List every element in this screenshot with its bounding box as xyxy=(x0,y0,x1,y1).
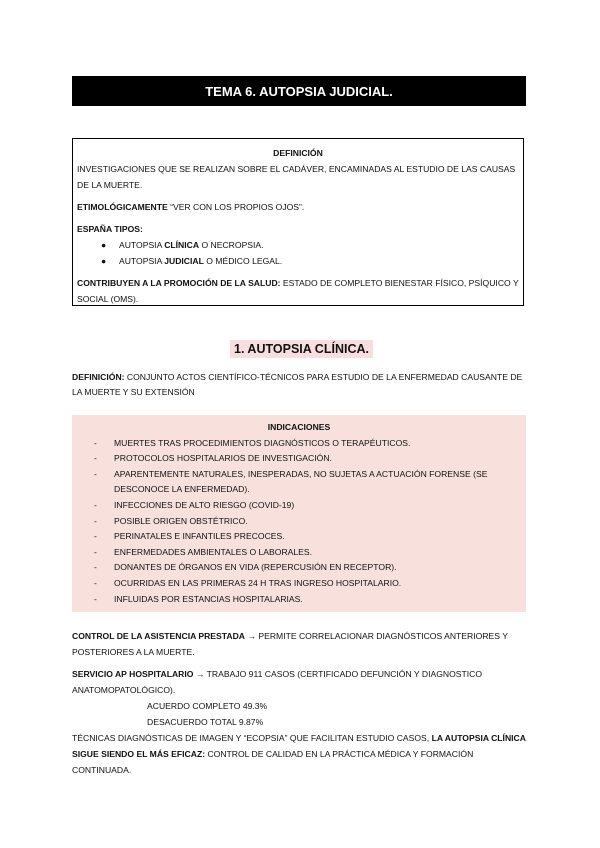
bullet-icon: ● xyxy=(101,256,107,266)
page-title: TEMA 6. AUTOPSIA JUDICIAL. xyxy=(72,76,526,106)
tipos-label: ESPAÑA TIPOS: xyxy=(77,224,143,234)
clinica-def-label: DEFINICIÓN: xyxy=(72,372,125,382)
indicacion-text: POSIBLE ORIGEN OBSTÉTRICO. xyxy=(114,515,248,526)
indicacion-text: INFLUIDAS POR ESTANCIAS HOSPITALARIAS. xyxy=(114,593,303,604)
indicacion-text: APARENTEMENTE NATURALES, INESPERADAS, NO SUJETAS A ACTUACIÓN FORENSE (SE DESCONOCE LA ENFERMEDAD). xyxy=(114,468,488,495)
section-heading: 1. AUTOPSIA CLÍNICA. xyxy=(230,340,373,358)
clinica-def-text: CONJUNTO ACTOS CIENTÍFICO-TÉCNICOS PARA ESTUDIO DE LA ENFERMEDAD CAUSANTE DE LA MUERTE Y SU EXTENSIÓN xyxy=(72,372,523,397)
dash-icon: - xyxy=(94,468,97,479)
servicio-text: → TRABAJO 911 CASOS (CERTIFICADO DEFUNCIÓN Y DIAGNOSTICO ANATOMOPATOLÓGICO). xyxy=(72,669,483,695)
servicio-paragraph xyxy=(72,666,528,698)
indicacion-text: ENFERMEDADES AMBIENTALES O LABORALES. xyxy=(114,546,313,557)
clinica-definition xyxy=(72,370,524,400)
indicacion-item xyxy=(72,592,526,608)
definition-heading: DEFINICIÓN xyxy=(273,148,323,158)
promocion-text: ESTADO DE COMPLETO BIENESTAR FÍSICO, PSÍQUICO Y SOCIAL (OMS). xyxy=(77,278,519,304)
tecnicas-text: TÉCNICAS DIAGNÓSTICAS DE IMAGEN Y “ECOPSIA” QUE FACILITAN ESTUDIO CASOS, xyxy=(72,733,432,743)
acuerdo-line: ACUERDO COMPLETO 49.3% xyxy=(147,701,268,711)
tipo-post: O MÉDICO LEGAL. xyxy=(203,256,283,266)
bullet-icon: ● xyxy=(101,240,107,250)
indicacion-item xyxy=(72,545,526,561)
indicacion-text: PERINATALES E INFANTILES PRECOCES. xyxy=(114,531,285,542)
indicacion-item xyxy=(72,560,526,576)
tipo-bold: JUDICIAL xyxy=(164,256,204,266)
tecnicas-paragraph xyxy=(72,730,528,778)
indicacion-item xyxy=(72,436,526,452)
promocion xyxy=(77,275,519,307)
dash-icon: - xyxy=(94,499,97,510)
lower-text xyxy=(72,628,528,778)
tecnicas-bold: LA AUTOPSIA CLÍNICA SIGUE SIENDO EL MÁS EFICAZ: xyxy=(72,733,526,759)
dash-icon: - xyxy=(94,453,97,464)
tipo-item xyxy=(77,237,519,253)
promocion-label: CONTRIBUYEN A LA PROMOCIÓN DE LA SALUD: xyxy=(77,278,281,288)
tipo-bold: CLÍNICA xyxy=(164,240,200,250)
indicacion-item xyxy=(72,498,526,514)
tipo-pre: AUTOPSIA xyxy=(119,240,165,250)
indicaciones-list xyxy=(72,436,526,608)
definition-box xyxy=(72,138,524,306)
indicacion-text: PROTOCOLOS HOSPITALARIOS DE INVESTIGACIÓN. xyxy=(114,453,332,464)
indicacion-item xyxy=(72,451,526,467)
indicacion-text: OCURRIDAS EN LAS PRIMERAS 24 H TRAS INGRESO HOSPITALARIO. xyxy=(114,577,402,588)
indicaciones-heading: INDICACIONES xyxy=(267,422,331,432)
indicacion-item xyxy=(72,576,526,592)
tipo-item xyxy=(77,253,519,269)
etymology-text: “VER CON LOS PROPIOS OJOS”. xyxy=(167,202,305,212)
indicacion-item xyxy=(72,529,526,545)
etymology-label: ETIMOLÓGICAMENTE xyxy=(77,202,168,212)
etymology xyxy=(77,199,519,215)
tipo-pre: AUTOPSIA xyxy=(119,256,165,266)
indicacion-item xyxy=(72,514,526,530)
dash-icon: - xyxy=(94,577,97,588)
indicacion-text: MUERTES TRAS PROCEDIMIENTOS DIAGNÓSTICOS O TERAPÉUTICOS. xyxy=(114,437,411,448)
indicacion-text: INFECCIONES DE ALTO RIESGO (COVID-19) xyxy=(114,499,295,510)
indicacion-item xyxy=(72,467,526,498)
dash-icon: - xyxy=(94,531,97,542)
control-text: → PERMITE CORRELACIONAR DIAGNÓSTICOS ANTERIORES Y POSTERIORES A LA MUERTE. xyxy=(72,631,508,657)
servicio-label: SERVICIO AP HOSPITALARIO xyxy=(72,669,194,679)
control-paragraph xyxy=(72,628,528,660)
tipo-post: O NECROPSIA. xyxy=(199,240,264,250)
dash-icon: - xyxy=(94,593,97,604)
dash-icon: - xyxy=(94,437,97,448)
tecnicas-end: CONTROL DE CALIDAD EN LA PRÁCTICA MÉDICA Y FORMACIÓN CONTINUADA. xyxy=(72,749,474,775)
definition-text: INVESTIGACIONES QUE SE REALIZAN SOBRE EL CADÁVER, ENCAMINADAS AL ESTUDIO DE LAS CAUSAS DE LA MUERTE. xyxy=(77,164,516,190)
dash-icon: - xyxy=(94,562,97,573)
dash-icon: - xyxy=(94,515,97,526)
indicacion-text: DONANTES DE ÓRGANOS EN VIDA (REPERCUSIÓN EN RECEPTOR). xyxy=(114,562,397,573)
indicaciones-box xyxy=(72,415,526,612)
desacuerdo-line: DESACUERDO TOTAL 9.87% xyxy=(147,717,264,727)
dash-icon: - xyxy=(94,546,97,557)
control-label: CONTROL DE LA ASISTENCIA PRESTADA xyxy=(72,631,245,641)
